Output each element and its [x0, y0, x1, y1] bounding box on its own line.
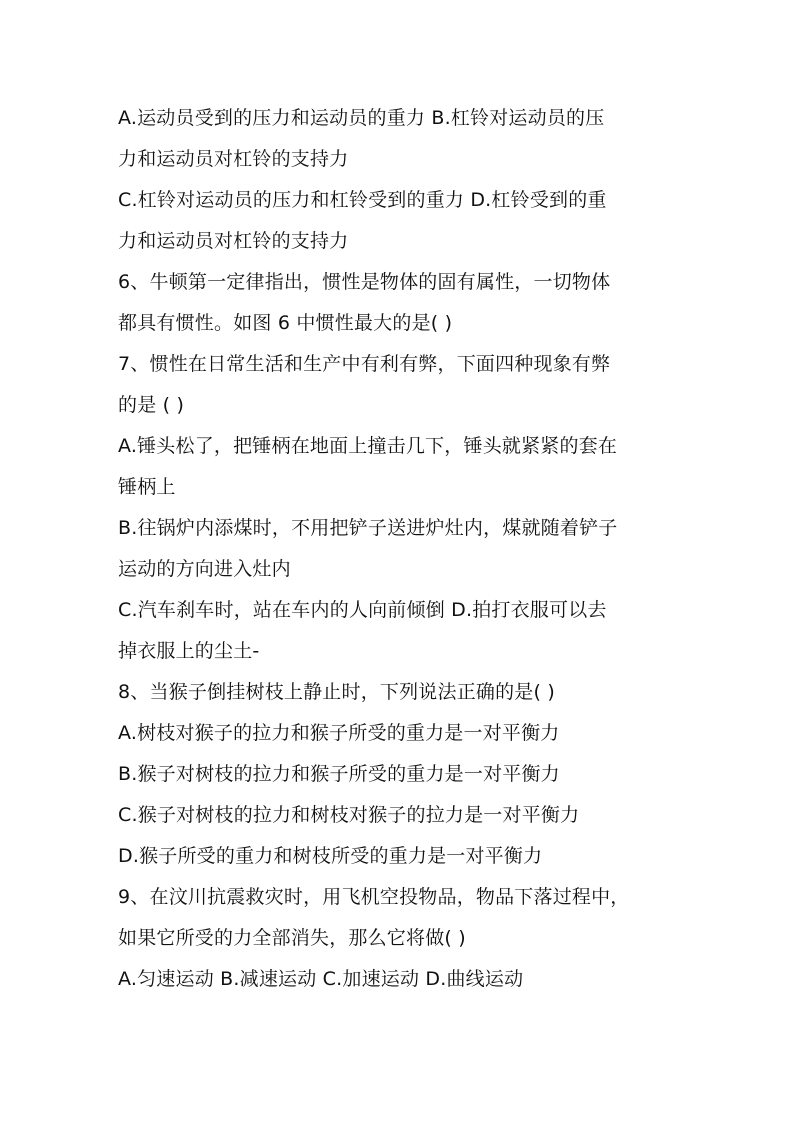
q7-option-b-line-2: 运动的方向进入灶内 [118, 558, 291, 580]
question-9-line-2: 如果它所受的力全部消失，那么它将做( ) [118, 927, 466, 949]
q8-option-b: B.猴子对树枝的拉力和猴子所受的重力是一对平衡力 [118, 763, 560, 785]
q8-option-a: A.树枝对猴子的拉力和猴子所受的重力是一对平衡力 [118, 722, 560, 744]
q8-option-c: C.猴子对树枝的拉力和树枝对猴子的拉力是一对平衡力 [118, 804, 580, 826]
question-6-line-1: 6、牛顿第一定律指出，惯性是物体的固有属性，一切物体 [118, 271, 611, 293]
question-7-line-1: 7、惯性在日常生活和生产中有利有弊，下面四种现象有弊 [118, 353, 611, 375]
q9-options: A.匀速运动 B.减速运动 C.加速运动 D.曲线运动 [118, 968, 524, 990]
option-a-q5-line: A.运动员受到的压力和运动员的重力 B.杠铃对运动员的压 [118, 107, 605, 129]
q7-option-d-line-2: 掉衣服上的尘土- [118, 640, 260, 662]
q7-option-a-line-2: 锤柄上 [118, 476, 176, 498]
q7-option-c-d-line-1: C.汽车刹车时，站在车内的人向前倾倒 D.拍打衣服可以去 [118, 599, 607, 621]
option-c-d-q5-line: C.杠铃对运动员的压力和杠铃受到的重力 D.杠铃受到的重 [118, 189, 607, 211]
q7-option-a-line-1: A.锤头松了，把锤柄在地面上撞击几下，锤头就紧紧的套在 [118, 435, 618, 457]
question-9-line-1: 9、在汶川抗震救灾时，用飞机空投物品，物品下落过程中， [118, 886, 630, 908]
q8-option-d: D.猴子所受的重力和树枝所受的重力是一对平衡力 [118, 845, 543, 867]
option-d-q5-continuation: 力和运动员对杠铃的支持力 [118, 230, 349, 252]
option-b-q5-continuation: 力和运动员对杠铃的支持力 [118, 148, 349, 170]
q7-option-b-line-1: B.往锅炉内添煤时，不用把铲子送进炉灶内，煤就随着铲子 [118, 517, 618, 539]
question-7-line-2: 的是 ( ) [118, 394, 185, 416]
question-6-line-2: 都具有惯性。如图 6 中惯性最大的是( ) [118, 312, 453, 334]
question-8-line: 8、当猴子倒挂树枝上静止时，下列说法正确的是( ) [118, 681, 555, 703]
